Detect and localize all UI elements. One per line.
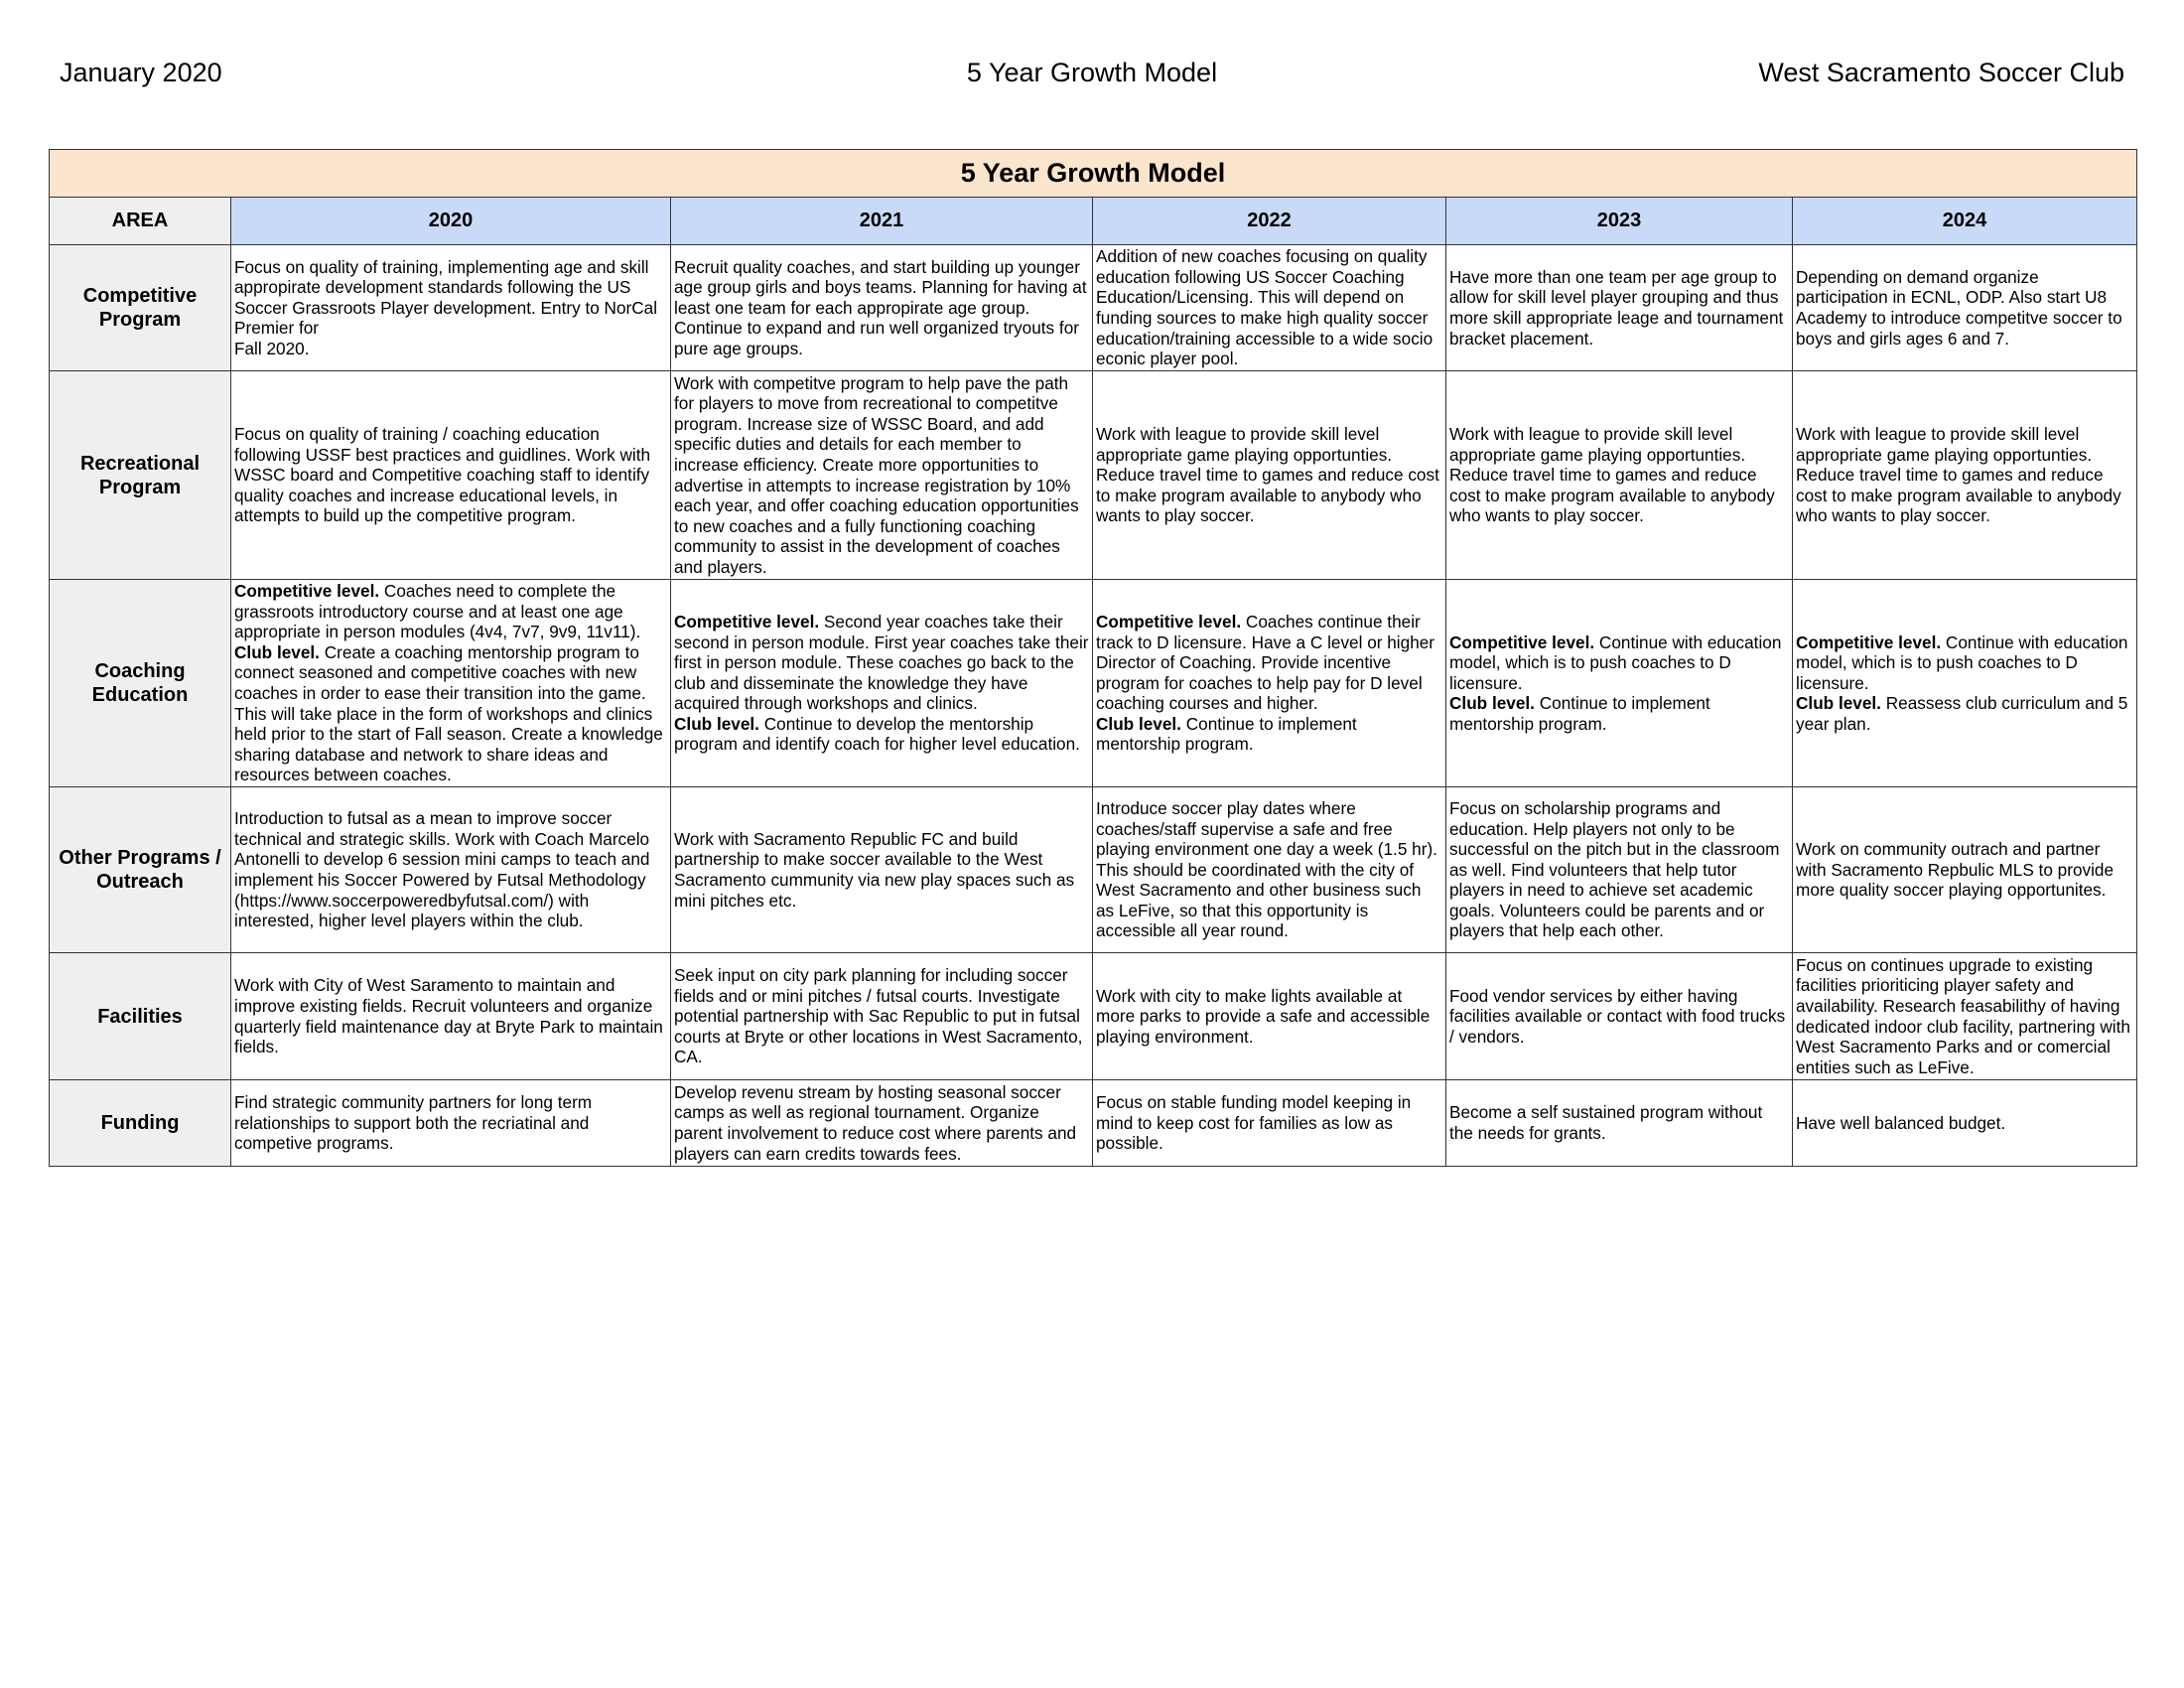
- plan-cell: Focus on quality of training, implementing age and skill appropirate development standards following the US Soccer Grassroots Player development. Entry to NorCal Premier for Fall 2020.: [231, 245, 671, 371]
- plan-cell: Introduction to futsal as a mean to improve soccer technical and strategic skills. Work with Coach Marcelo Antonelli to develop 6 session mini camps to teach and implement his Soccer Powered by Futsal Methodology (https://www.soccerpoweredbyfutsal.com/) with interested, higher level players within the club.: [231, 787, 671, 953]
- column-header-year: 2020: [231, 198, 671, 245]
- document-title: 5 Year Growth Model: [966, 58, 1218, 87]
- table-title: 5 Year Growth Model: [50, 150, 2137, 198]
- area-label: Recreational Program: [50, 371, 231, 580]
- plan-cell: Recruit quality coaches, and start building up younger age group girls and boys teams. Planning for having at least one team for each appropirate age group. Continue to expand and run well organized tryouts for pure age groups.: [671, 245, 1093, 371]
- level-label: Competitive level.: [1096, 611, 1242, 632]
- table-row-recreational-program: [50, 371, 2137, 580]
- level-label: Club level.: [234, 641, 320, 662]
- plan-cell: Work with league to provide skill level appropriate game playing opportunties. Reduce travel time to games and reduce cost to make program available to anybody who wants to play soccer.: [1093, 371, 1446, 580]
- plan-cell: Work with league to provide skill level appropriate game playing opportunties. Reduce travel time to games and reduce cost to make program available to anybody who wants to play soccer.: [1446, 371, 1793, 580]
- table-header-row: [50, 198, 2137, 245]
- growth-model-table: [49, 149, 2137, 1167]
- plan-cell: Work with Sacramento Republic FC and build partnership to make soccer available to the West Sacramento cummunity via new play spaces such as mini pitches etc.: [671, 787, 1093, 953]
- level-label: Club level.: [674, 713, 759, 734]
- plan-cell: Focus on scholarship programs and education. Help players not only to be successful on the pitch but in the classroom as well. Find volunteers that help tutor players in need to achieve set academic goals. Volunteers could be parents and or players that help each other.: [1446, 787, 1793, 953]
- plan-cell: Have more than one team per age group to allow for skill level player grouping and thus more skill appropriate leage and tournament bracket placement.: [1446, 245, 1793, 371]
- table-row-funding: [50, 1080, 2137, 1167]
- table-title-row: [50, 150, 2137, 198]
- area-label: Facilities: [50, 953, 231, 1080]
- table-row-other-programs-outreach: [50, 787, 2137, 953]
- plan-cell: Work with City of West Saramento to maintain and improve existing fields. Recruit volunteers and organize quarterly field maintenance day at Bryte Park to maintain fields.: [231, 953, 671, 1080]
- plan-cell: Competitive level. Continue with education model, which is to push coaches to D licensure. Club level. Continue to implement mentorship program.: [1446, 580, 1793, 787]
- plan-cell: Find strategic community partners for long term relationships to support both the recriatinal and competive programs.: [231, 1080, 671, 1167]
- plan-cell: Competitive level. Coaches continue their track to D licensure. Have a C level or higher Director of Coaching. Provide incentive program for coaches to help pay for D level coaching courses and higher. Club level. Continue to implement mentorship program.: [1093, 580, 1446, 787]
- area-label: Funding: [50, 1080, 231, 1167]
- plan-cell: Introduce soccer play dates where coaches/staff supervise a safe and free playing environment one day a week (1.5 hr). This should be coordinated with the city of West Sacramento and other business such as LeFive, so that this opportunity is accessible all year round.: [1093, 787, 1446, 953]
- plan-cell: Addition of new coaches focusing on quality education following US Soccer Coaching Education/Licensing. This will depend on funding sources to make high quality soccer education/training accessible to a wide socio econic player pool.: [1093, 245, 1446, 371]
- column-header-year: 2022: [1093, 198, 1446, 245]
- area-label: Coaching Education: [50, 580, 231, 787]
- area-label: Competitive Program: [50, 245, 231, 371]
- level-label: Competitive level.: [234, 581, 380, 602]
- plan-cell: Focus on stable funding model keeping in mind to keep cost for families as low as possible.: [1093, 1080, 1446, 1167]
- area-label: Other Programs / Outreach: [50, 787, 231, 953]
- plan-cell: Work with city to make lights available at more parks to provide a safe and accessible playing environment.: [1093, 953, 1446, 1080]
- plan-cell: Have well balanced budget.: [1793, 1080, 2137, 1167]
- plan-cell: Work with league to provide skill level appropriate game playing opportunties. Reduce travel time to games and reduce cost to make program available to anybody who wants to play soccer.: [1793, 371, 2137, 580]
- column-header-year: 2023: [1446, 198, 1793, 245]
- plan-cell: Focus on continues upgrade to existing facilities prioriticing player safety and availability. Research feasabilithy of having dedicated indoor club facility, partnering with West Sacramento Parks and or comercial entities such as LeFive.: [1793, 953, 2137, 1080]
- plan-cell: Depending on demand organize participation in ECNL, ODP. Also start U8 Academy to introduce competitve soccer to boys and girls ages 6 and 7.: [1793, 245, 2137, 371]
- level-label: Club level.: [1796, 693, 1881, 714]
- level-label: Club level.: [1096, 713, 1181, 734]
- level-label: Club level.: [1449, 693, 1535, 714]
- level-label: Competitive level.: [1796, 632, 1942, 652]
- organization-name: West Sacramento Soccer Club: [1758, 58, 2124, 87]
- column-header-year: 2021: [671, 198, 1093, 245]
- plan-cell: Work with competitve program to help pave the path for players to move from recreational to competitve program. Increase size of WSSC Board, and add specific duties and details for each member to increase efficiency. Create more opportunities to advertise in attempts to increase registration by 10% each year, and offer coaching education opportunities to new coaches and a fully functioning coaching community to assist in the development of coaches and players.: [671, 371, 1093, 580]
- table-row-coaching-education: [50, 580, 2137, 787]
- column-header-area: AREA: [50, 198, 231, 245]
- plan-cell: Work on community outrach and partner with Sacramento Repbulic MLS to provide more quality soccer playing opportunites.: [1793, 787, 2137, 953]
- level-label: Competitive level.: [1449, 632, 1595, 652]
- page-header: [60, 58, 2124, 97]
- plan-cell: Develop revenu stream by hosting seasonal soccer camps as well as regional tournament. Organize parent involvement to reduce cost where parents and players can earn credits towards fees.: [671, 1080, 1093, 1167]
- table-row-competitive-program: [50, 245, 2137, 371]
- plan-cell: Become a self sustained program without the needs for grants.: [1446, 1080, 1793, 1167]
- plan-cell: Seek input on city park planning for including soccer fields and or mini pitches / futsal courts. Investigate potential partnership with Sac Republic to put in futsal courts at Bryte or other locations in West Sacramento, CA.: [671, 953, 1093, 1080]
- plan-cell: Food vendor services by either having facilities available or contact with food trucks / vendors.: [1446, 953, 1793, 1080]
- plan-cell: Competitive level. Continue with education model, which is to push coaches to D licensure. Club level. Reassess club curriculum and 5 year plan.: [1793, 580, 2137, 787]
- level-label: Competitive level.: [674, 611, 820, 632]
- plan-cell: Competitive level. Second year coaches take their second in person module. First year coaches take their first in person module. These coaches go back to the club and disseminate the knowledge they have acquired through workshops and clinics. Club level. Continue to develop the mentorship program and identify coach for higher level education.: [671, 580, 1093, 787]
- document-date: January 2020: [60, 58, 222, 87]
- table-row-facilities: [50, 953, 2137, 1080]
- plan-cell: Competitive level. Coaches need to complete the grassroots introductory course and at least one age appropriate in person modules (4v4, 7v7, 9v9, 11v11). Club level. Create a coaching mentorship program to connect seasoned and competitive coaches with new coaches in order to ease their transition into the game. This will take place in the form of workshops and clinics held prior to the start of Fall season. Create a knowledge sharing database and network to share ideas and resources between coaches.: [231, 580, 671, 787]
- column-header-year: 2024: [1793, 198, 2137, 245]
- plan-cell: Focus on quality of training / coaching education following USSF best practices and guidlines. Work with WSSC board and Competitive coaching staff to identify quality coaches and increase educational levels, in attempts to build up the competitive program.: [231, 371, 671, 580]
